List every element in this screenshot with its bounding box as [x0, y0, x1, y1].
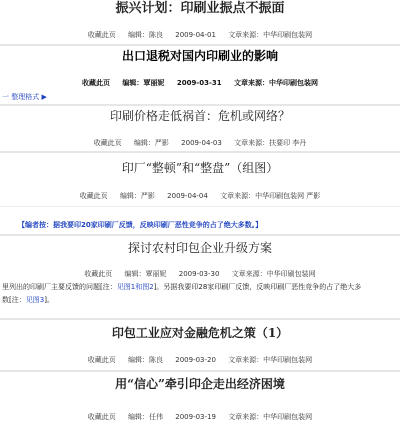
source-label: 文章来源：中华印刷包装网	[231, 270, 316, 278]
article-title-7[interactable]: 用“信心”牵引印企走出经济困境	[115, 377, 285, 391]
date-label: 2009-04-04	[167, 192, 208, 200]
article-meta-2	[0, 80, 400, 87]
article-title-6[interactable]: 印包工业应对金融危机之策（1）	[111, 326, 289, 340]
collect-link[interactable]: 收藏此页	[87, 356, 116, 364]
collect-link[interactable]: 收藏此页	[93, 139, 122, 147]
paragraph-text: 数[注：	[2, 296, 26, 304]
divider	[0, 151, 400, 153]
article-meta-5	[0, 271, 400, 278]
divider	[0, 44, 400, 46]
editor-label: 编辑：任伟	[128, 413, 164, 421]
source-label: 文章来源：中华印刷包装网 严影	[220, 192, 321, 200]
figure-link[interactable]: 见图3	[25, 296, 45, 304]
source-label: 文章来源：扶要印 李丹	[234, 139, 307, 147]
paragraph-line-1	[2, 281, 361, 294]
article-meta-7	[0, 414, 400, 421]
divider	[0, 104, 400, 106]
article-meta-1	[0, 32, 400, 39]
date-label: 2009-04-03	[181, 139, 222, 147]
source-label: 文章来源：中华印刷包装网	[228, 356, 313, 364]
article-meta-3	[0, 140, 400, 147]
divider	[0, 370, 400, 372]
article-meta-6	[0, 357, 400, 364]
editor-label: 编辑：严影	[119, 192, 155, 200]
source-label: 文章来源：中华印刷包装网	[228, 413, 313, 421]
paragraph-text: ]。另据我要印28家印刷厂反馈，反映印刷厂恶性竞争的占了绝大多	[153, 283, 362, 291]
article-title-5[interactable]: 探讨农村印包企业升级方案	[127, 241, 272, 255]
article-title-4[interactable]: 印厂“整顿”和“整盘”（组图）	[121, 161, 279, 175]
editor-note: 【编者按：据我要印20家印刷厂反馈，反映印刷厂恶性竞争的占了绝大多数。】	[18, 221, 263, 229]
date-label: 2009-03-30	[178, 270, 220, 278]
editor-label: 编辑：陈良	[128, 31, 164, 39]
date-label: 2009-03-20	[175, 356, 216, 364]
date-label: 2009-03-31	[176, 79, 222, 87]
paragraph-text: ]。	[44, 296, 54, 304]
editor-label: 编辑：覃丽妮	[124, 270, 167, 278]
figure-link[interactable]: 见图1和图2	[116, 283, 154, 291]
collect-link[interactable]: 收藏此页	[79, 192, 108, 200]
collect-link[interactable]: 收藏此页	[81, 79, 110, 87]
article-meta-4	[0, 193, 400, 200]
divider	[0, 318, 400, 320]
source-label: 文章来源：中华印刷包装网	[234, 79, 319, 87]
divider	[0, 206, 400, 207]
collect-link[interactable]: 收藏此页	[87, 31, 116, 39]
collect-link[interactable]: 收藏此页	[87, 413, 116, 421]
article-paragraph	[2, 281, 361, 307]
date-label: 2009-04-01	[175, 31, 216, 39]
editor-label: 编辑：覃丽妮	[122, 79, 165, 87]
divider	[0, 234, 400, 236]
article-title-3[interactable]: 印刷价格走低祸首：危机或网络？	[109, 109, 290, 123]
article-title-1[interactable]: 振兴计划：印刷业振点不振面	[115, 1, 285, 16]
date-label: 2009-03-19	[175, 413, 216, 421]
paragraph-text: 里列出的印刷厂主要反馈的问题[注：	[2, 283, 117, 291]
paragraph-line-2	[2, 294, 361, 307]
article-title-2[interactable]: 出口退税对国内印刷业的影响	[121, 49, 278, 63]
editor-label: 编辑：陈良	[128, 356, 164, 364]
top-fragment-link[interactable]: 一 整理格式 ▶	[2, 93, 47, 101]
source-label: 文章来源：中华印刷包装网	[228, 31, 313, 39]
editor-label: 编辑：严影	[133, 139, 169, 147]
collect-link[interactable]: 收藏此页	[84, 270, 113, 278]
